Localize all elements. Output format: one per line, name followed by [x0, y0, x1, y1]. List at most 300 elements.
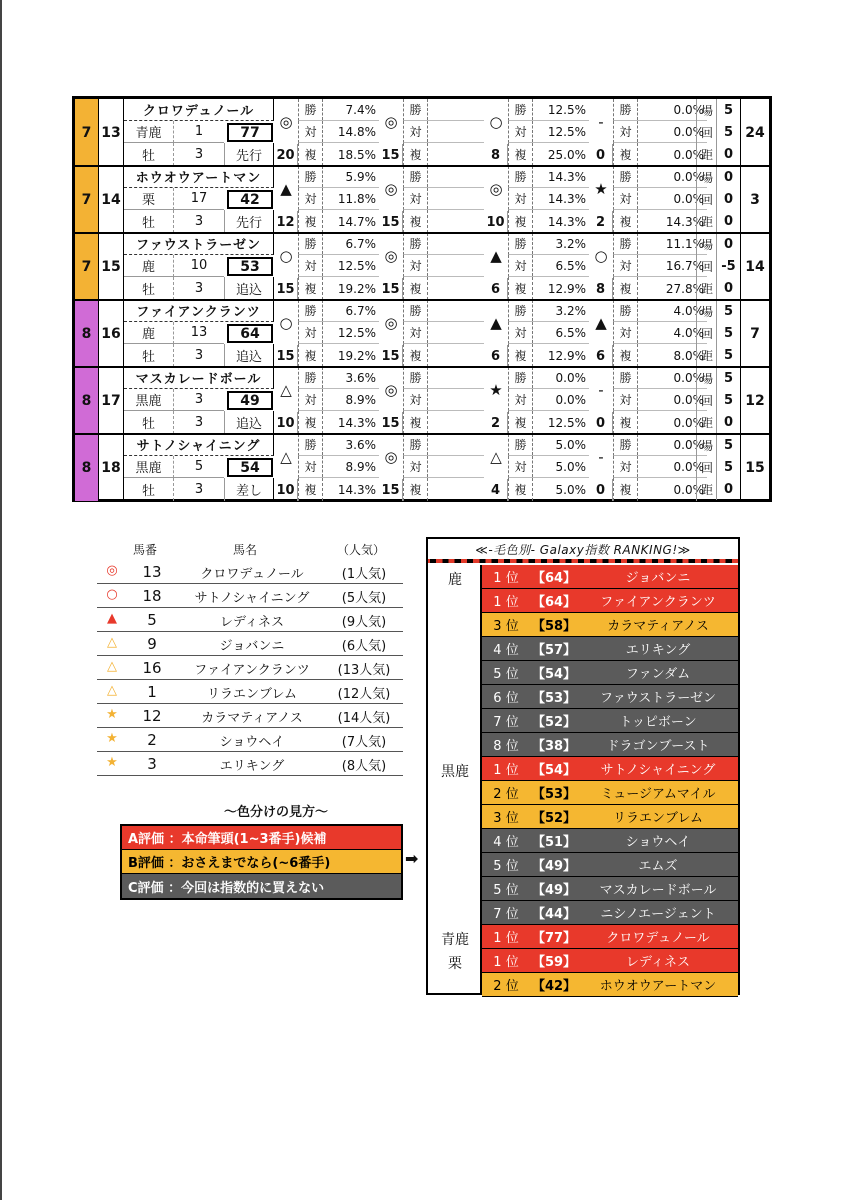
galaxy-index: 53	[227, 257, 273, 276]
stat-row	[298, 478, 379, 501]
stat-label: 対	[404, 188, 428, 209]
pick-number: 9	[147, 635, 157, 653]
pick-number: 2	[147, 731, 157, 749]
flag-label: 距	[700, 214, 713, 229]
pick-row	[97, 560, 403, 584]
rating-mark: ○	[279, 246, 293, 265]
stat-label: 複	[509, 143, 533, 166]
pick-name: ジョバンニ	[219, 639, 285, 654]
stat-value: 8.9%	[345, 459, 376, 474]
stat-row	[298, 322, 379, 344]
stat-value: 8.9%	[345, 392, 376, 407]
horse-name: ファウストラーゼン	[124, 233, 274, 255]
ranking-row	[482, 589, 738, 613]
stat-row	[613, 188, 707, 210]
stat-label: 複	[299, 411, 323, 434]
stat-label: 複	[614, 143, 638, 166]
stat-label: 対	[509, 389, 533, 410]
pick-row	[97, 584, 403, 608]
galaxy-ranking-panel	[426, 537, 740, 995]
flag-value: 5	[716, 434, 740, 456]
rank-index: 【49】	[531, 859, 577, 874]
stat-label: 勝	[614, 300, 638, 321]
coat-color: 鹿	[124, 322, 174, 344]
stat-column	[508, 166, 589, 233]
rank-position: 2 位	[493, 787, 519, 802]
stat-row	[298, 166, 379, 188]
rank-index: 【77】	[531, 931, 577, 946]
stat-label: 対	[509, 322, 533, 343]
stat-value: 5.0%	[555, 459, 586, 474]
rank-horse-name: ドラゴンブースト	[606, 739, 710, 754]
stat-label: 複	[299, 143, 323, 166]
stat-label: 複	[614, 210, 638, 233]
horse-sex: 牡	[124, 344, 174, 367]
stat-row	[298, 233, 379, 255]
stat-label: 対	[299, 188, 323, 209]
flag-label: 場	[700, 170, 713, 185]
color-legend	[120, 824, 403, 900]
stat-row	[298, 99, 379, 121]
stat-row	[613, 344, 707, 367]
stat-label: 勝	[509, 166, 533, 187]
rank-position: 5 位	[493, 667, 519, 682]
rank-horse-name: ファウストラーゼン	[599, 691, 717, 706]
horse-sex: 牡	[124, 210, 174, 233]
stat-value: 3.2%	[555, 236, 586, 251]
rating-mark: -	[598, 112, 604, 131]
rank-position: 8 位	[493, 739, 519, 754]
flag-value: 0	[716, 210, 740, 232]
stat-row	[508, 121, 589, 143]
pick-popularity: (12人気)	[337, 687, 391, 702]
stat-row	[613, 300, 707, 322]
rating-score: 10	[274, 412, 298, 434]
stat-label: 対	[404, 389, 428, 410]
ranking-row	[482, 949, 738, 973]
rank-horse-name: カラマティアノス	[607, 619, 709, 634]
stat-label: 勝	[509, 434, 533, 455]
stat-label: 複	[404, 478, 428, 501]
stat-value: 0.0%	[555, 392, 586, 407]
stat-column	[508, 300, 589, 367]
stat-value: 6.5%	[555, 325, 586, 340]
stat-label: 対	[614, 456, 638, 477]
horse-age: 3	[194, 415, 204, 430]
waku-number: 8	[75, 367, 99, 434]
waku-number: 7	[75, 233, 99, 300]
stat-row	[298, 277, 379, 300]
stat-label: 対	[614, 188, 638, 209]
stat-label: 対	[509, 456, 533, 477]
rank-index: 【42】	[531, 979, 577, 994]
horse-number: 15	[99, 233, 124, 300]
horse-sex: 牡	[124, 411, 174, 434]
rank-horse-name: サトノシャイニング	[600, 763, 716, 778]
stat-label: 複	[299, 344, 323, 367]
pick-number: 18	[142, 587, 162, 605]
flag-column	[696, 233, 716, 300]
stat-row	[613, 99, 707, 121]
stat-label: 複	[614, 411, 638, 434]
stat-row	[508, 344, 589, 367]
galaxy-index: 77	[227, 123, 273, 142]
stat-label: 勝	[509, 300, 533, 321]
stat-row	[508, 411, 589, 434]
flag-value: 5	[716, 456, 740, 478]
rating-mark: ◎	[384, 380, 398, 399]
stat-value: 5.9%	[345, 169, 376, 184]
stat-row	[403, 210, 484, 233]
rank-horse-name: ホウオウアートマン	[599, 979, 717, 994]
stat-row	[403, 233, 484, 255]
flag-label: 回	[700, 460, 713, 475]
total-score: 15	[740, 434, 769, 501]
pick-row	[97, 656, 403, 680]
stat-label: 勝	[614, 434, 638, 455]
stat-column	[508, 99, 589, 166]
rating-mark: ○	[594, 246, 608, 265]
rank-horse-name: リラエンブレム	[613, 811, 703, 826]
pick-name: エリキング	[219, 759, 285, 774]
stat-row	[298, 456, 379, 478]
stat-label: 複	[614, 478, 638, 501]
stat-column	[298, 300, 379, 367]
rank-horse-name: エリキング	[625, 643, 691, 658]
stat-label: 複	[299, 277, 323, 300]
stat-column	[403, 300, 484, 367]
flag-column	[696, 300, 716, 367]
rating-mark: ★	[594, 179, 608, 198]
horse-age: 3	[194, 147, 204, 162]
flag-value: 0	[716, 188, 740, 210]
rating-mark: ◎	[489, 179, 503, 198]
stat-label: 勝	[509, 233, 533, 254]
stat-label: 勝	[614, 233, 638, 254]
coat-color: 黒鹿	[124, 456, 174, 478]
stat-row	[298, 300, 379, 322]
galaxy-index: 54	[227, 458, 273, 477]
flag-value: 5	[716, 344, 740, 366]
rank-index: 【52】	[531, 811, 577, 826]
stat-value: 14.3%	[337, 482, 376, 497]
rank-horse-name: ファイアンクランツ	[600, 595, 716, 610]
stat-value: 0.0%	[673, 392, 704, 407]
stat-row	[403, 456, 484, 478]
pick-number: 16	[142, 659, 162, 677]
flag-value: 5	[716, 300, 740, 322]
stat-label: 複	[509, 344, 533, 367]
stat-value: 12.5%	[547, 415, 586, 430]
stat-column	[298, 166, 379, 233]
stat-row	[298, 434, 379, 456]
stat-column	[403, 367, 484, 434]
horse-sex: 牡	[124, 478, 174, 501]
flag-label: 回	[700, 326, 713, 341]
stat-label: 勝	[404, 166, 428, 187]
stat-row	[613, 411, 707, 434]
rank-position: 4 位	[493, 835, 519, 850]
stat-row	[403, 322, 484, 344]
stat-column	[298, 99, 379, 166]
rating-mark: ▲	[490, 246, 502, 265]
rating-mark: ▲	[595, 313, 607, 332]
rank-index: 【51】	[531, 835, 577, 850]
rating-mark: -	[598, 380, 604, 399]
flag-label: 距	[700, 348, 713, 363]
stat-value: 12.5%	[547, 124, 586, 139]
stat-row	[508, 233, 589, 255]
pick-mark-icon: ★	[106, 731, 118, 746]
coat-group-label: 黒鹿	[441, 764, 469, 780]
ranking-row	[482, 685, 738, 709]
flag-value: -5	[716, 255, 740, 277]
rank-horse-name: マスカレードボール	[599, 883, 717, 898]
stat-row	[403, 367, 484, 389]
stat-label: 対	[509, 255, 533, 276]
stat-column	[613, 233, 707, 300]
stat-row	[508, 255, 589, 277]
stat-value: 14.3%	[547, 214, 586, 229]
stat-row	[613, 277, 707, 300]
horse-sex: 牡	[124, 277, 174, 300]
rank-index: 【53】	[531, 787, 577, 802]
stat-label: 勝	[299, 233, 323, 254]
coat-group-label: 青鹿	[441, 932, 469, 948]
stat-column	[508, 233, 589, 300]
stat-value: 11.1%	[665, 236, 704, 251]
stat-label: 複	[404, 210, 428, 233]
stat-label: 勝	[509, 99, 533, 120]
stat-label: 対	[614, 389, 638, 410]
rank-index: 【53】	[531, 691, 577, 706]
rating-mark: ▲	[490, 313, 502, 332]
stat-value: 12.5%	[547, 102, 586, 117]
stat-row	[613, 389, 707, 411]
rating-mark: ▲	[280, 179, 292, 198]
stat-label: 勝	[299, 166, 323, 187]
rank-position: 1 位	[493, 595, 519, 610]
pick-mark-icon: ★	[106, 755, 118, 770]
stat-column	[613, 300, 707, 367]
total-score: 7	[740, 300, 769, 367]
flag-value: 0	[716, 143, 740, 165]
rating-mark: ◎	[384, 179, 398, 198]
rank-position: 7 位	[493, 907, 519, 922]
rank-horse-name: ニシノエージェント	[600, 907, 716, 922]
flag-column	[696, 99, 716, 166]
pick-popularity: (13人気)	[337, 663, 391, 678]
stat-row	[298, 143, 379, 166]
stat-column	[298, 367, 379, 434]
rank-position: 1 位	[493, 955, 519, 970]
horse-row	[75, 300, 769, 367]
stat-label: 対	[614, 322, 638, 343]
rating-score: 8	[484, 144, 508, 166]
rating-score: 10	[274, 479, 298, 501]
rank-position: 5 位	[493, 859, 519, 874]
pick-row	[97, 752, 403, 776]
flag-label: 場	[700, 304, 713, 319]
stat-row	[508, 389, 589, 411]
flag-label: 距	[700, 281, 713, 296]
pick-name: ショウヘイ	[219, 735, 285, 750]
rating-score: 15	[379, 211, 403, 233]
stat-value: 6.5%	[555, 258, 586, 273]
horse-name: クロワデュノール	[124, 99, 274, 121]
stat-value: 0.0%	[673, 147, 704, 162]
stat-row	[508, 478, 589, 501]
running-style: 先行	[224, 210, 274, 233]
rank-horse-name: クロワデュノール	[606, 931, 710, 946]
horse-number: 16	[99, 300, 124, 367]
rating-score: 0	[589, 144, 613, 166]
stat-label: 複	[614, 277, 638, 300]
picks-list	[97, 538, 403, 776]
stat-label: 複	[404, 143, 428, 166]
pick-popularity: (5人気)	[341, 591, 387, 606]
pick-row	[97, 608, 403, 632]
stat-column	[613, 434, 707, 501]
rating-mark: ◎	[384, 112, 398, 131]
stat-value: 14.3%	[547, 169, 586, 184]
stat-row	[613, 121, 707, 143]
rating-score: 15	[379, 278, 403, 300]
coat-color: 黒鹿	[124, 389, 174, 411]
rating-score: 12	[274, 211, 298, 233]
rating-mark: ◎	[384, 447, 398, 466]
stat-row	[298, 411, 379, 434]
flag-label: 場	[700, 438, 713, 453]
stat-value: 12.9%	[547, 348, 586, 363]
stat-column	[298, 233, 379, 300]
running-style: 追込	[224, 344, 274, 367]
stat-row	[403, 411, 484, 434]
stat-label: 勝	[509, 367, 533, 388]
rank-index: 【54】	[531, 667, 577, 682]
rank-horse-name: ミュージアムマイル	[600, 787, 716, 802]
stat-row	[298, 389, 379, 411]
waku-number: 7	[75, 166, 99, 233]
pick-mark-icon: △	[107, 659, 117, 674]
rating-score: 20	[274, 144, 298, 166]
stat-row	[403, 434, 484, 456]
pick-mark-icon: △	[107, 683, 117, 698]
stat-label: 勝	[404, 233, 428, 254]
stat-label: 勝	[404, 99, 428, 120]
flag-value: 0	[716, 277, 740, 299]
stat-row	[403, 121, 484, 143]
stat-column	[508, 434, 589, 501]
flag-label: 場	[700, 103, 713, 118]
stat-value: 25.0%	[547, 147, 586, 162]
horse-number: 18	[99, 434, 124, 501]
horse-row	[75, 233, 769, 300]
stat-label: 勝	[404, 300, 428, 321]
rank-index: 【58】	[531, 619, 577, 634]
rating-score: 2	[484, 412, 508, 434]
stat-row	[403, 389, 484, 411]
picks-header	[97, 538, 403, 560]
stat-value: 7.4%	[345, 102, 376, 117]
ranking-row	[482, 733, 738, 757]
stat-label: 対	[299, 322, 323, 343]
stat-row	[508, 99, 589, 121]
rating-score: 15	[379, 345, 403, 367]
header-popularity: （人気）	[337, 543, 386, 557]
ranking-title: ≪-毛色別- Galaxy指数 RANKING!≫	[428, 539, 738, 563]
ranking-row	[482, 565, 738, 589]
rank-horse-name: ジョバンニ	[625, 571, 691, 586]
stat-row	[508, 277, 589, 300]
stat-label: 対	[614, 121, 638, 142]
stat-label: 対	[404, 456, 428, 477]
ranking-row	[482, 613, 738, 637]
horse-sex: 牡	[124, 143, 174, 166]
popularity: 3	[174, 389, 224, 411]
galaxy-index: 49	[227, 391, 273, 410]
stat-row	[403, 344, 484, 367]
header-umaban: 馬番	[133, 543, 158, 557]
rank-index: 【64】	[531, 571, 577, 586]
flag-label: 回	[700, 259, 713, 274]
total-score: 12	[740, 367, 769, 434]
stat-label: 複	[509, 478, 533, 501]
ranking-row	[482, 661, 738, 685]
rating-mark: △	[280, 447, 292, 466]
pick-row	[97, 704, 403, 728]
stat-row	[613, 233, 707, 255]
flag-value: 0	[716, 478, 740, 500]
stat-value: 12.5%	[337, 325, 376, 340]
stat-row	[508, 300, 589, 322]
stat-label: 複	[509, 277, 533, 300]
running-style: 追込	[224, 277, 274, 300]
stat-label: 対	[299, 121, 323, 142]
rating-mark: ★	[489, 380, 503, 399]
pick-name: クロワデュノール	[200, 567, 304, 582]
rank-horse-name: ショウヘイ	[625, 835, 691, 850]
rating-score: 15	[274, 278, 298, 300]
stat-value: 12.5%	[337, 258, 376, 273]
row-divider	[75, 366, 769, 368]
flag-column	[696, 166, 716, 233]
stat-row	[613, 456, 707, 478]
flag-value: 5	[716, 389, 740, 411]
stat-row	[298, 188, 379, 210]
stat-label: 対	[404, 322, 428, 343]
pick-mark-icon: △	[107, 635, 117, 650]
stat-value: 5.0%	[555, 437, 586, 452]
flag-label: 回	[700, 393, 713, 408]
stat-value: 4.0%	[673, 325, 704, 340]
running-style: 追込	[224, 411, 274, 434]
horse-name: サトノシャイニング	[124, 434, 274, 456]
rating-score: 2	[589, 211, 613, 233]
stat-value: 14.7%	[337, 214, 376, 229]
stat-label: 勝	[299, 434, 323, 455]
rating-score: 6	[484, 345, 508, 367]
stat-label: 対	[509, 188, 533, 209]
ranking-row	[482, 709, 738, 733]
stat-label: 複	[299, 210, 323, 233]
pick-popularity: (6人気)	[341, 639, 387, 654]
stat-label: 複	[509, 411, 533, 434]
rating-score: 15	[379, 479, 403, 501]
stat-row	[298, 344, 379, 367]
popularity: 10	[174, 255, 224, 277]
ranking-row	[482, 805, 738, 829]
